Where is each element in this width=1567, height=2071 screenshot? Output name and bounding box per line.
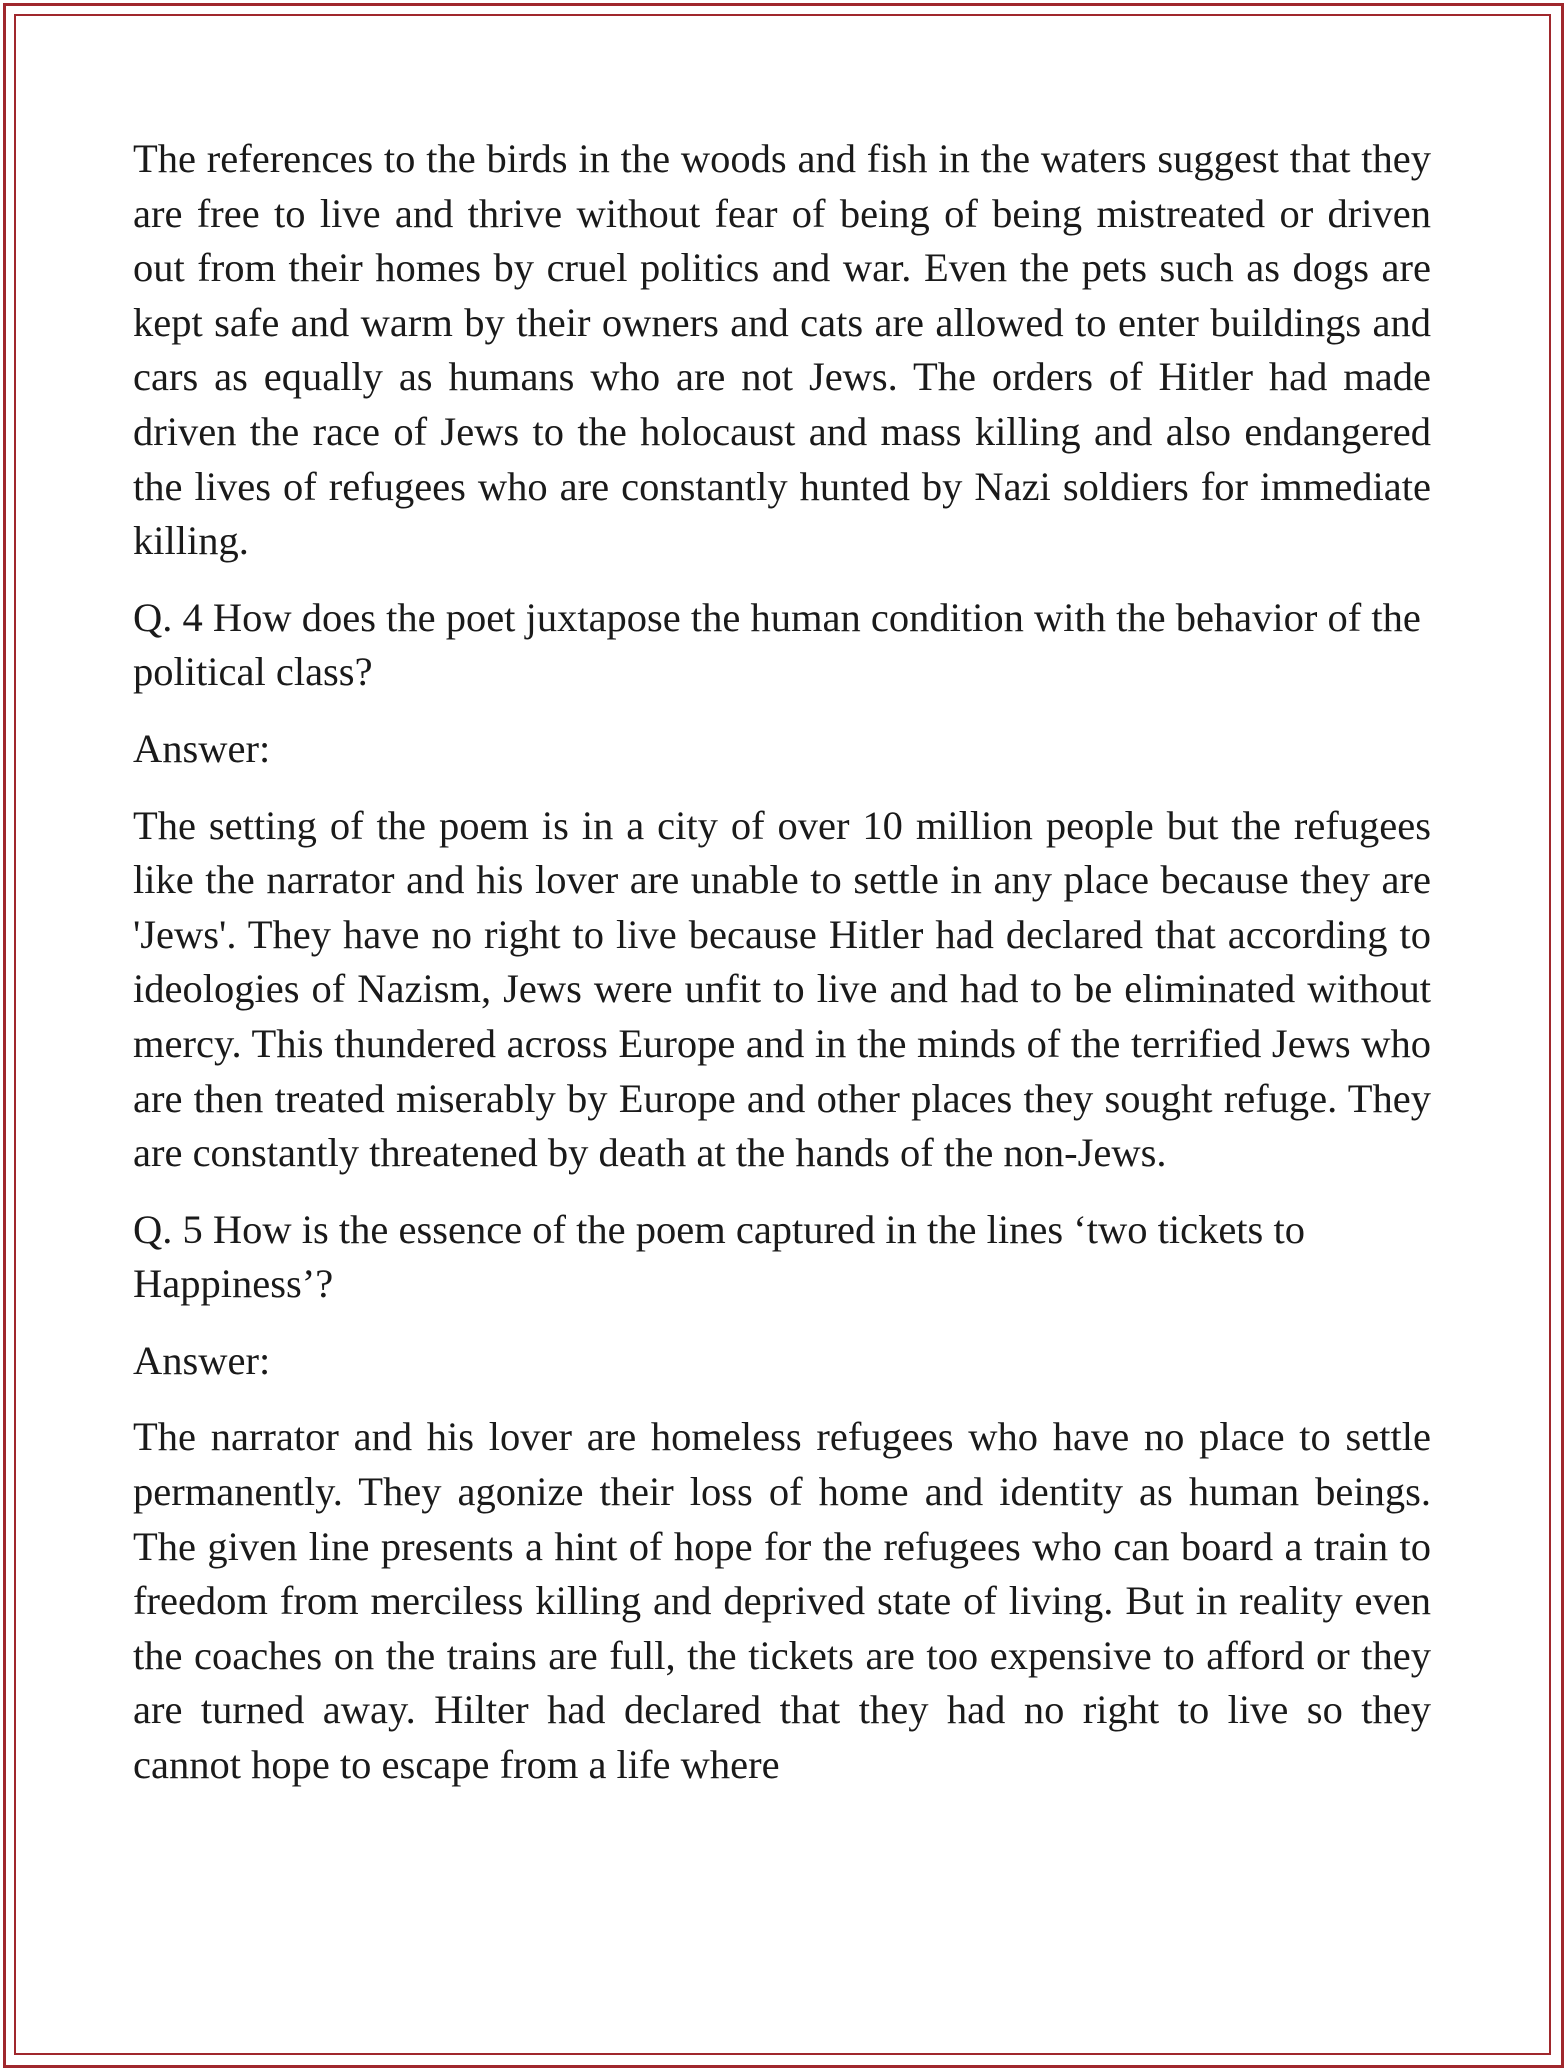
document-page <box>133 132 1431 1815</box>
question-5: Q. 5 How is the essence of the poem captured in the lines ‘two tickets to Happiness’? <box>133 1206 1305 1307</box>
paragraph-birds-and-fish: The references to the birds in the woods and fish in the waters suggest that they are free to live and thrive without fear of being of being mistreated or driven out from their homes by cruel politics and war. Even the pets such as dogs are kept safe and warm by their owners and cats are allowed to enter buildings and cars as equally as humans who are not Jews. The orders of Hitler had made driven the race of Jews to the holocaust and mass killing and also endangered the lives of refugees who are constantly hunted by Nazi soldiers for immediate killing. <box>133 136 1431 564</box>
answer-label-q5: Answer: <box>133 1337 271 1383</box>
answer-label-q4: Answer: <box>133 725 271 771</box>
question-4: Q. 4 How does the poet juxtapose the human condition with the behavior of the political class? <box>133 594 1421 695</box>
answer-q5-paragraph: The narrator and his lover are homeless refugees who have no place to settle permanently. They agonize their loss of home and identity as human beings. The given line presents a hint of hope for the refugees who can board a train to freedom from merciless killing and deprived state of living. But in reality even the coaches on the trains are full, the tickets are too expensive to afford or they are turned away. Hilter had declared that they had no right to live so they cannot hope to escape from a life where <box>133 1414 1431 1788</box>
answer-q4-paragraph: The setting of the poem is in a city of over 10 million people but the refugees like the narrator and his lover are unable to settle in any place because they are 'Jews'. They have no right to live because Hitler had declared that according to ideologies of Nazism, Jews were unfit to live and had to be eliminated without mercy. This thundered across Europe and in the minds of the terrified Jews who are then treated miserably by Europe and other places they sought refuge. They are constantly threatened by death at the hands of the non-Jews. <box>133 802 1431 1176</box>
